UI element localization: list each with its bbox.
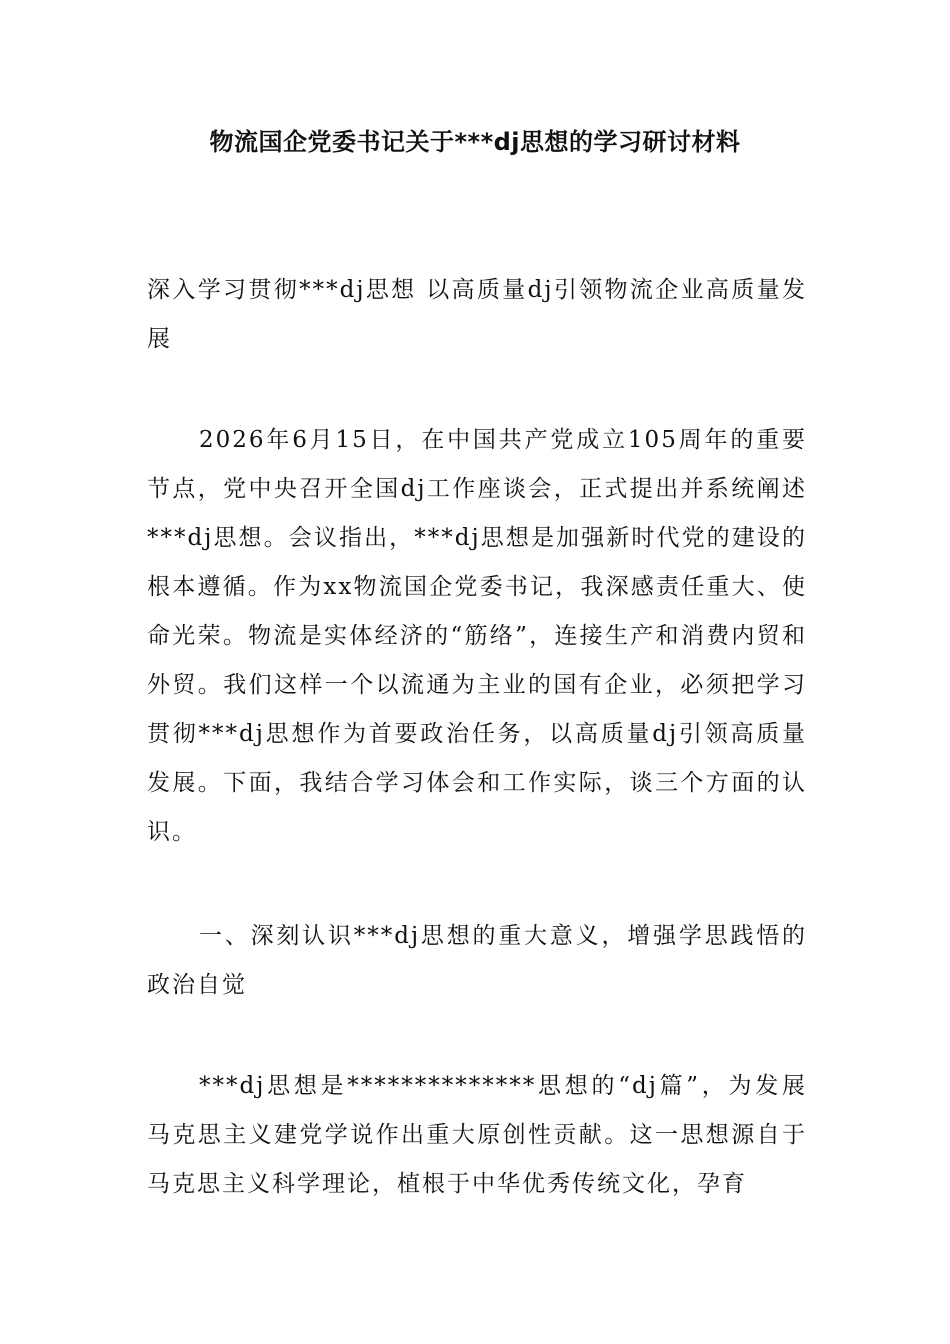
document-title: 物流国企党委书记关于***dj思想的学习研讨材料 bbox=[209, 128, 741, 156]
document-subtitle: 深入学习贯彻***dj思想 以高质量dj引领物流企业高质量发展 bbox=[147, 277, 807, 352]
section-1-paragraph: ***dj思想是**************思想的“dj篇”，为发展马克思主义建党学说作出重大原创性贡献。这一思想源自于马克思主义科学理论，植根于中华优秀传统文化，孕育 bbox=[147, 1073, 807, 1197]
intro-paragraph: 2026年6月15日，在中国共产党成立105周年的重要节点，党中央召开全国dj工作座谈会，正式提出并系统阐述***dj思想。会议指出，***dj思想是加强新时代党的建设的根本遵循。作为xx物流国企党委书记，我深感责任重大、使命光荣。物流是实体经济的“筋络”，连接生产和消费内贸和外贸。我们这样一个以流通为主业的国有企业，必须把学习贯彻***dj思想作为首要政治任务，以高质量dj引领高质量发展。下面，我结合学习体会和工作实际，谈三个方面的认识。 bbox=[147, 427, 807, 845]
section-1-heading: 一、深刻认识***dj思想的重大意义，增强学思践悟的政治自觉 bbox=[147, 923, 807, 998]
